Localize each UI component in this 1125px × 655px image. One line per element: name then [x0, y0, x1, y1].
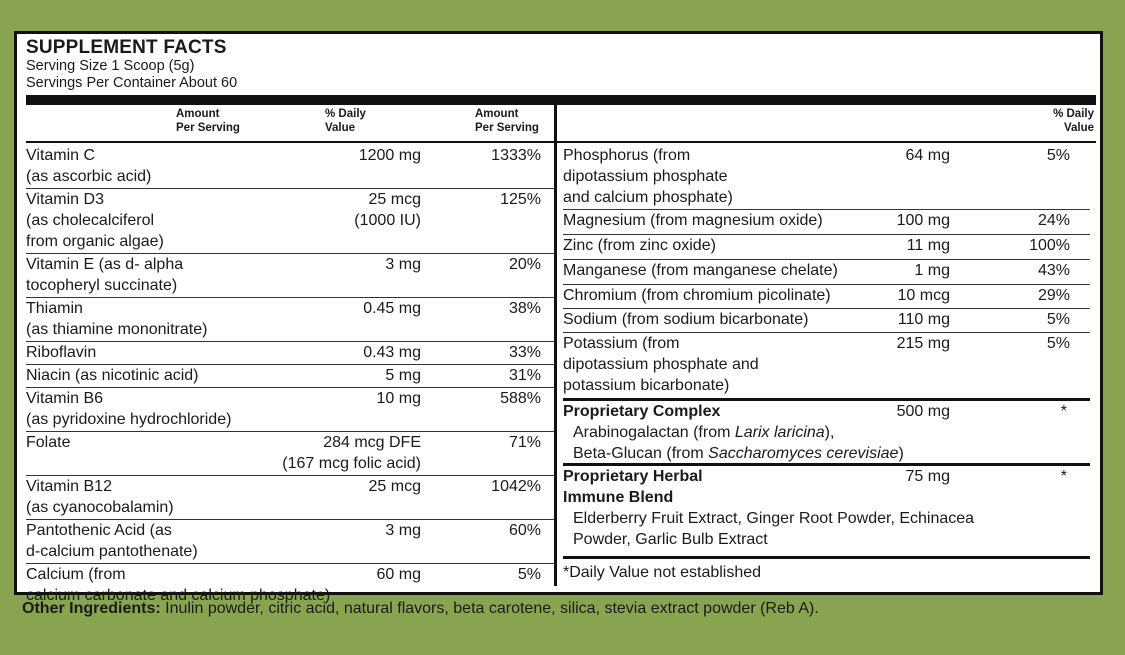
other-ingredients [22, 598, 819, 619]
nutrient-daily-value: 60% [508, 522, 541, 539]
mineral-amount: 64 mg [905, 147, 950, 164]
ingredient-text: Arabinogalactan (from [573, 424, 735, 441]
amount-line: 25 mcg [368, 191, 421, 208]
amount-line: (167 mcg folic acid) [282, 455, 421, 472]
nutrient-daily-value: 31% [508, 367, 541, 384]
nutrient-name: Vitamin B6 [26, 390, 104, 407]
mineral-daily-value: 5% [1046, 147, 1070, 164]
mineral-name: and calcium phosphate) [563, 189, 733, 206]
nutrient-name: Vitamin E (as d- alpha [26, 256, 184, 273]
other-ingredients-label: Other Ingredients: [22, 600, 161, 617]
nutrient-daily-value: 1333% [491, 147, 541, 164]
mineral-amount: 215 mg [896, 335, 950, 352]
nutrient-row [26, 365, 554, 388]
mineral-row [563, 235, 1090, 260]
header-value-line: Value [1063, 122, 1094, 134]
mineral-daily-value: 5% [1046, 335, 1070, 352]
nutrient-amount [251, 564, 421, 585]
mineral-amount: 11 mg [906, 237, 950, 254]
mineral-row [563, 285, 1090, 309]
right-header-rule [557, 141, 1096, 143]
amount-line: 10 mg [376, 390, 421, 407]
mineral-daily-value: 100% [1029, 237, 1070, 254]
proprietary-complex-amount: 500 mg [896, 403, 950, 420]
header-value-line: Value [325, 122, 356, 134]
mineral-name: dipotassium phosphate [563, 168, 728, 185]
herbal-ingredients-2: Powder, Garlic Bulb Extract [573, 531, 768, 548]
ingredient-text: Beta-Glucan (from [573, 445, 709, 462]
nutrient-name: Vitamin B12 [26, 478, 112, 495]
nutrient-name: Pantothenic Acid (as [26, 522, 172, 539]
mineral-daily-value: 5% [1046, 311, 1070, 328]
mineral-name: Manganese (from manganese chelate) [563, 262, 838, 279]
mineral-row [563, 210, 1090, 235]
nutrient-name: from organic algae) [26, 233, 164, 250]
mineral-daily-value: 29% [1037, 287, 1070, 304]
nutrient-amount [251, 145, 421, 166]
nutrient-name: calcium carbonate and calcium phosphate) [26, 587, 331, 604]
nutrient-amount [251, 388, 421, 409]
proprietary-herbal-name-1: Proprietary Herbal [563, 468, 703, 485]
left-dv-header [325, 107, 366, 135]
header-per-serving-line: Per Serving [475, 122, 539, 134]
mineral-name: Sodium (from sodium bicarbonate) [563, 311, 809, 328]
nutrient-row [26, 476, 554, 520]
proprietary-herbal-dv: * [1060, 468, 1067, 485]
mineral-amount: 1 mg [914, 262, 950, 279]
ingredient-text: ), [824, 424, 835, 441]
nutrient-name: Niacin (as nicotinic acid) [26, 367, 199, 384]
mineral-name: Potassium (from [563, 335, 680, 352]
nutrient-row [26, 388, 554, 432]
facts-header [26, 38, 237, 92]
nutrient-name: d-calcium pantothenate) [26, 543, 198, 560]
amount-line: 5 mg [385, 367, 421, 384]
proprietary-herbal-name-2: Immune Blend [563, 489, 674, 506]
mineral-daily-value: 43% [1037, 262, 1070, 279]
ingredient-text: ) [898, 445, 904, 462]
amount-line: 60 mg [376, 566, 421, 583]
amount-line: 0.45 mg [363, 300, 421, 317]
mineral-name: Magnesium (from magnesium oxide) [563, 212, 823, 229]
nutrient-amount [251, 298, 421, 319]
nutrient-name: tocopheryl succinate) [26, 277, 178, 294]
nutrient-daily-value: 5% [517, 566, 541, 583]
nutrient-daily-value: 33% [508, 344, 541, 361]
nutrient-daily-value: 20% [508, 256, 541, 273]
nutrient-amount [251, 342, 421, 363]
left-header-rule [26, 141, 554, 143]
nutrient-amount [251, 365, 421, 386]
nutrient-name: Thiamin [26, 300, 83, 317]
amount-line: 0.43 mg [363, 344, 421, 361]
right-mineral-rows [563, 145, 1090, 398]
mineral-name: Zinc (from zinc oxide) [563, 237, 716, 254]
proprietary-complex-dv: * [1060, 403, 1067, 420]
nutrient-name: (as ascorbic acid) [26, 168, 152, 185]
amount-line: 3 mg [385, 256, 421, 273]
nutrient-amount [251, 254, 421, 275]
nutrient-amount [251, 476, 421, 497]
amount-line: (1000 IU) [354, 212, 421, 229]
mineral-row [563, 260, 1090, 285]
nutrient-name: (as cholecalciferol [26, 212, 155, 229]
left-nutrient-list [26, 145, 554, 608]
header-dv-line: % Daily [1053, 108, 1094, 120]
nutrient-row [26, 520, 554, 564]
nutrient-amount [251, 189, 421, 231]
nutrient-amount [251, 520, 421, 541]
proprietary-herbal-amount: 75 mg [905, 468, 950, 485]
amount-line: 284 mcg DFE [323, 434, 421, 451]
proprietary-complex-ingredient-2 [563, 443, 1090, 464]
nutrient-name: Folate [26, 434, 71, 451]
nutrient-row [26, 342, 554, 365]
mineral-amount: 100 mg [896, 212, 950, 229]
nutrient-row [26, 298, 554, 342]
mineral-name: potassium bicarbonate) [563, 377, 730, 394]
nutrient-daily-value: 38% [508, 300, 541, 317]
nutrient-daily-value: 125% [500, 191, 541, 208]
nutrient-name: Vitamin C [26, 147, 96, 164]
left-amount2-header [475, 107, 539, 135]
header-dv-line: % Daily [325, 108, 366, 120]
mineral-row [563, 333, 1090, 398]
nutrient-name: (as cyanocobalamin) [26, 499, 174, 516]
proprietary-complex-ingredient-1 [563, 422, 1090, 443]
mineral-name: Chromium (from chromium picolinate) [563, 287, 831, 304]
nutrient-daily-value: 1042% [491, 478, 541, 495]
mineral-row [563, 309, 1090, 333]
nutrient-daily-value: 71% [508, 434, 541, 451]
nutrient-row [26, 189, 554, 254]
servings-per-container: Servings Per Container About 60 [26, 75, 238, 91]
column-divider [554, 105, 557, 586]
latin-name: Saccharomyces cerevisiae [708, 445, 899, 462]
mineral-row [563, 145, 1090, 210]
herbal-ingredients-1: Elderberry Fruit Extract, Ginger Root Powder, Echinacea [573, 510, 975, 527]
nutrient-name: Vitamin D3 [26, 191, 104, 208]
mineral-amount: 110 mg [897, 311, 950, 328]
header-amount-line: Amount [176, 108, 220, 120]
amount-line: 3 mg [385, 522, 421, 539]
nutrient-row [26, 254, 554, 298]
facts-title: SUPPLEMENT FACTS [26, 37, 227, 58]
amount-line: 25 mcg [368, 478, 421, 495]
right-nutrient-list [563, 145, 1090, 583]
nutrient-amount [251, 432, 421, 474]
header-per-serving-line: Per Serving [176, 122, 240, 134]
latin-name: Larix laricina [734, 424, 825, 441]
mineral-name: dipotassium phosphate and [563, 356, 759, 373]
proprietary-complex-name: Proprietary Complex [563, 403, 721, 420]
proprietary-herbal-row [563, 466, 1090, 559]
left-amount-header [176, 107, 240, 135]
mineral-name: Phosphorus (from [563, 147, 691, 164]
thick-divider [26, 95, 1096, 105]
mineral-daily-value: 24% [1037, 212, 1070, 229]
nutrient-name: Riboflavin [26, 344, 97, 361]
right-dv-header [1053, 107, 1094, 135]
supplement-facts-panel [14, 31, 1103, 604]
nutrient-row [26, 432, 554, 476]
amount-line: 1200 mg [358, 147, 421, 164]
nutrient-row [26, 145, 554, 189]
mineral-amount: 10 mcg [897, 287, 950, 304]
nutrient-name: Calcium (from [26, 566, 126, 583]
daily-value-footnote: *Daily Value not established [563, 564, 762, 581]
nutrient-name: (as thiamine mononitrate) [26, 321, 208, 338]
nutrient-daily-value: 588% [500, 390, 541, 407]
proprietary-complex-row [563, 398, 1090, 466]
other-ingredients-text: Inulin powder, citric acid, natural flavors, beta carotene, silica, stevia extract powder (Reb A). [160, 600, 819, 617]
header-amount-line: Amount [475, 108, 519, 120]
nutrient-name: (as pyridoxine hydrochloride) [26, 411, 232, 428]
serving-size: Serving Size 1 Scoop (5g) [26, 58, 195, 74]
